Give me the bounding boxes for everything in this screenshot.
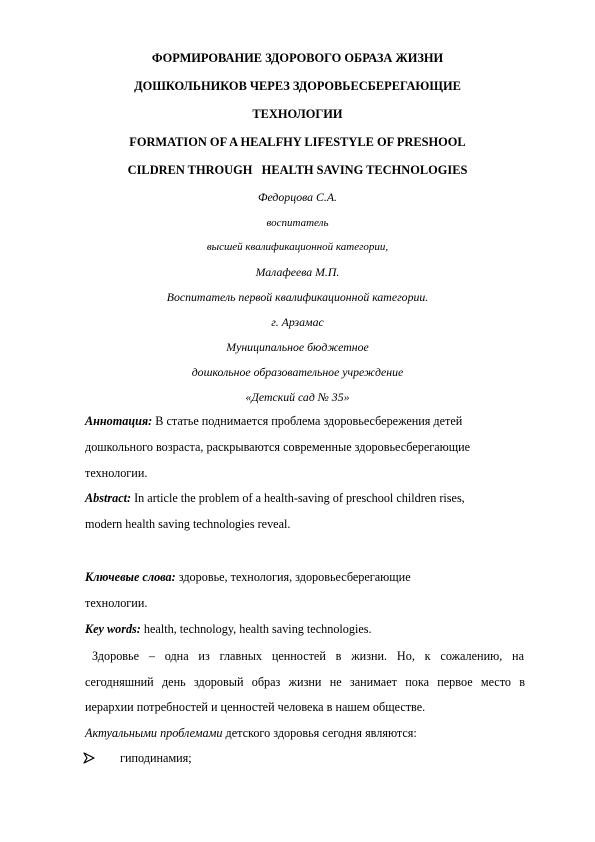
title-ru-line-3: ТЕХНОЛОГИИ: [252, 107, 343, 121]
body-paragraph-1-line-1: Здоровье – одна из главных ценностей в жизни. Но, к сожалению, на: [92, 649, 524, 663]
title-ru-line-2: ДОШКОЛЬНИКОВ ЧЕРЕЗ ЗДОРОВЬЕСБЕРЕГАЮЩИЕ: [134, 79, 461, 93]
keywords-ru-text-1: здоровье, технология, здоровьесберегающие: [175, 570, 411, 584]
keywords-ru-line-1: [85, 570, 411, 584]
bullet-item-1: гиподинамия;: [120, 751, 192, 765]
body-paragraph-2-text: детского здоровья сегодня являются:: [222, 726, 417, 740]
keywords-ru-label: Ключевые слова:: [85, 570, 176, 584]
keywords-en-text: health, technology, health saving technologies.: [140, 622, 372, 636]
keywords-en-label: Key words:: [85, 622, 141, 636]
abstract-line-1: [85, 491, 465, 505]
annotation-label: Аннотация:: [85, 414, 153, 428]
body-paragraph-2-line: [85, 726, 417, 740]
abstract-text-1: In article the problem of a health-saving of preschool children rises,: [131, 491, 465, 505]
annotation-line-2: дошкольного возраста, раскрываются современные здоровьесберегающие: [85, 440, 471, 454]
title-en-line-1: FORMATION OF A HEALFHY LIFESTYLE OF PRESHOOL: [129, 135, 466, 149]
annotation-text-1: В статье поднимается проблема здоровьесбережения детей: [152, 414, 463, 428]
organization-line-2: дошкольное образовательное учреждение: [191, 365, 404, 379]
author-1-role: воспитатель: [266, 217, 329, 229]
author-1-name: Федорцова С.А.: [258, 190, 337, 204]
body-paragraph-1-line-3: иерархии потребностей и ценностей человека в нашем обществе.: [85, 700, 426, 714]
abstract-line-2: modern health saving technologies reveal.: [85, 517, 291, 531]
organization-line-3: «Детский сад № 35»: [245, 390, 350, 404]
city: г. Арзамас: [271, 315, 324, 329]
author-2-role: Воспитатель первой квалификационной категории.: [166, 290, 429, 304]
keywords-en-line: [85, 622, 372, 636]
author-2-name: Малафеева М.П.: [255, 265, 340, 279]
title-en-line-2: CILDREN THROUGH HEALTH SAVING TECHNOLOGIES: [127, 163, 468, 177]
body-paragraph-2-label: Актуальными проблемами: [85, 726, 223, 740]
title-ru-line-1: ФОРМИРОВАНИЕ ЗДОРОВОГО ОБРАЗА ЖИЗНИ: [151, 51, 444, 65]
annotation-line-3: технологии.: [85, 466, 148, 480]
author-1-category: высшей квалификационной категории,: [206, 241, 389, 253]
organization-line-1: Муниципальное бюджетное: [226, 340, 369, 354]
keywords-ru-line-2: технологии.: [85, 596, 148, 610]
abstract-label: Abstract:: [85, 491, 132, 505]
arrowhead-bullet-icon: [82, 751, 96, 765]
annotation-line-1: [85, 414, 462, 428]
body-paragraph-1-line-2: сегодняшний день здоровый образ жизни не занимает пока первое место в: [85, 675, 525, 689]
